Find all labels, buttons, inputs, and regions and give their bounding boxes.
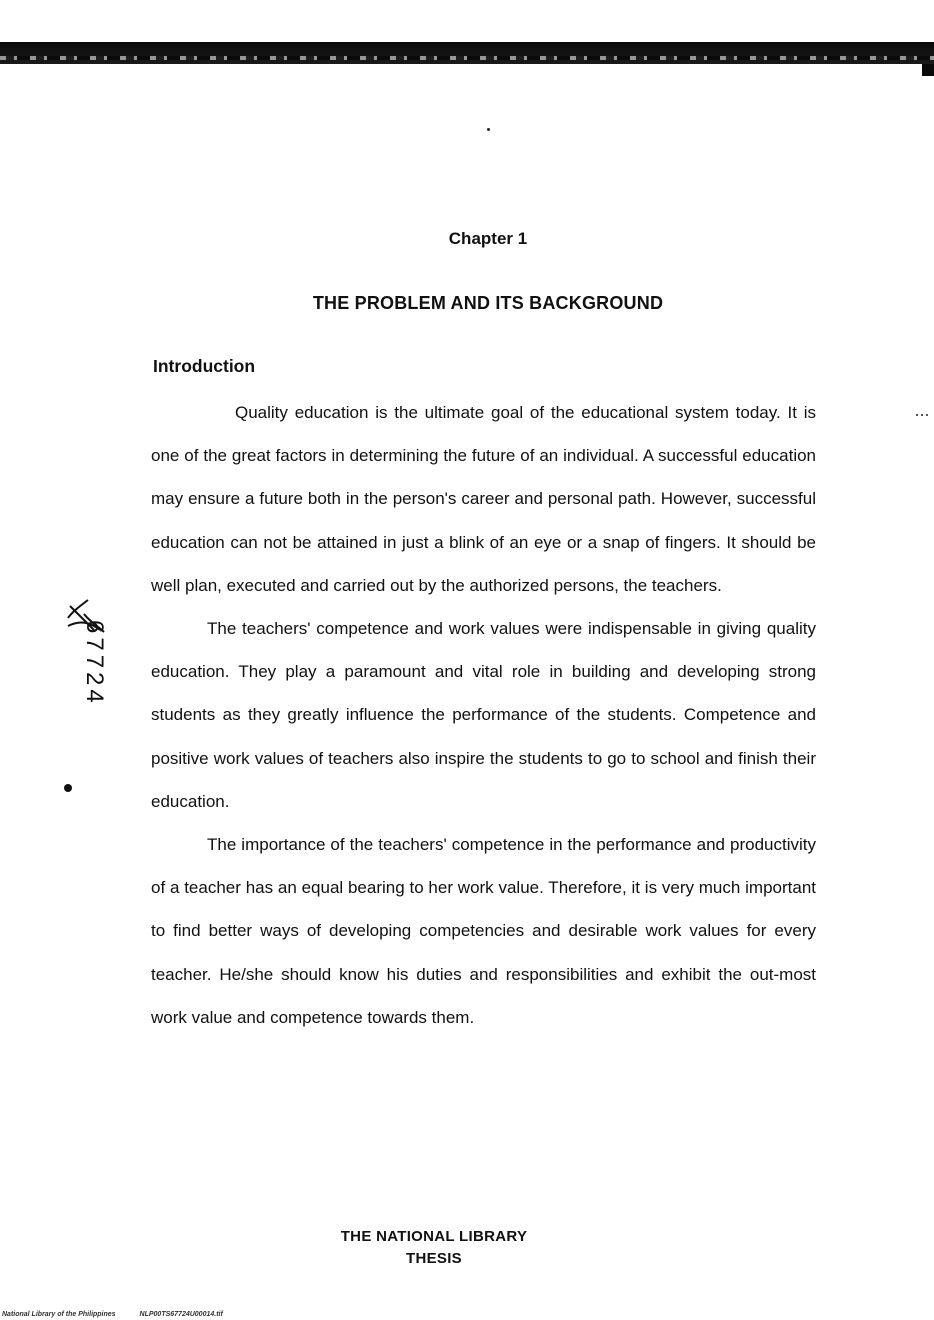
footer-library-name: THE NATIONAL LIBRARY [340,1228,528,1245]
scan-border-top [0,42,934,64]
footer-thesis-label: THESIS [406,1250,462,1267]
scan-file: NLP00TS67724U00014.tif [139,1311,223,1318]
paragraph: Quality education is the ultimate goal of the educational system today. It is one of the great factors in determining the future of an individual. A successful education may ensure a future both in the person's career and personal path. However, successful education can not be attained in just a blink of an eye or a snap of fingers. It should be well plan, executed and carried out by the authorized persons, the teachers. [151,403,816,595]
scan-metadata [2,1311,223,1318]
accession-number-stamp: 67724 [81,620,108,707]
scan-library: National Library of the Philippines [2,1311,116,1318]
scan-border-corner [922,64,934,76]
paragraph: The importance of the teachers' competence in the performance and productivity of a teacher has an equal bearing to her work value. Therefore, it is very much important to find better ways of developing competencies and desirable work values for every teacher. He/she should know his duties and responsibilities and exhibit the out-most work value and competence towards them. [151,835,816,1027]
scan-speck [487,128,490,131]
paragraph: The teachers' competence and work values were indispensable in giving quality education. They play a paramount and vital role in building and developing strong students as they greatly influence the performance of the students. Competence and positive work values of teachers also inspire the students to go to school and finish their education. [151,619,816,811]
section-heading: Introduction [153,356,256,376]
chapter-label: Chapter 1 [448,229,528,248]
scan-speck-margin [916,414,930,416]
chapter-title: THE PROBLEM AND ITS BACKGROUND [312,293,664,313]
library-footer [0,1226,868,1270]
body-text [151,391,816,1039]
